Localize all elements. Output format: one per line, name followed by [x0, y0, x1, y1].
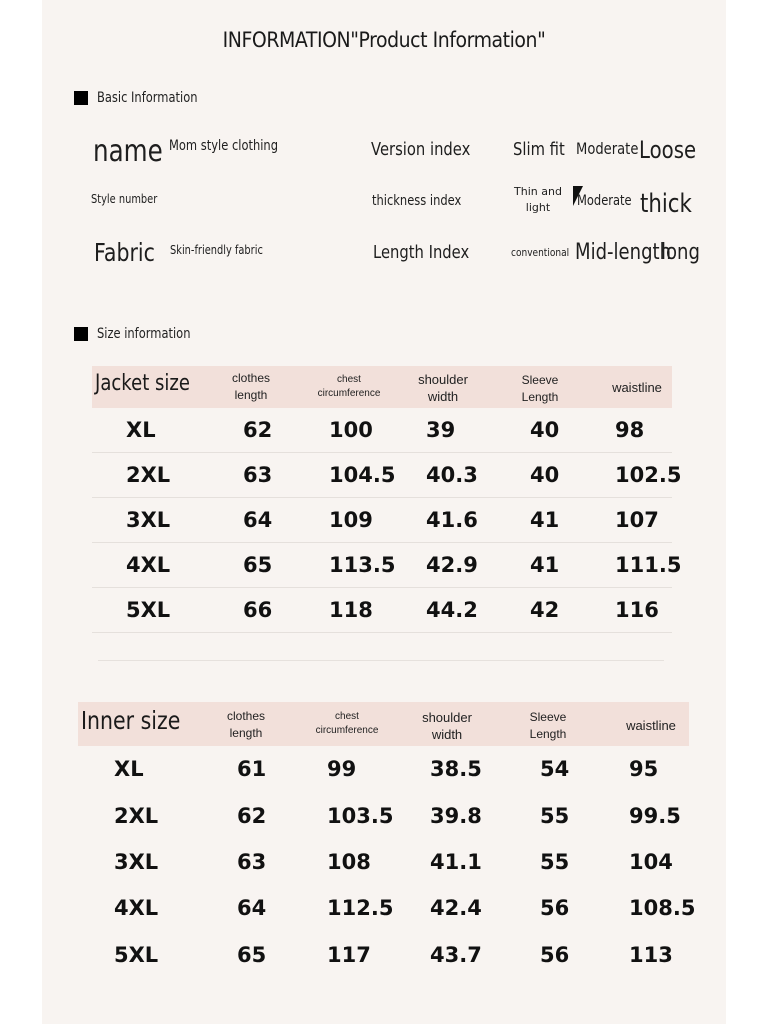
inner-cell-size: 3XL [114, 849, 159, 874]
inner-cell-sleeve: 56 [540, 896, 570, 921]
jacket-cell-sleeve: 40 [530, 418, 560, 442]
inner-size-table [78, 702, 696, 978]
jacket-cell-chest: 118 [329, 598, 373, 622]
inner-cell-shoulder: 42.4 [430, 896, 482, 921]
inner-cell-sleeve: 55 [540, 803, 570, 828]
jacket-cell-chest: 104.5 [329, 463, 396, 487]
length-long: long [661, 240, 700, 265]
inner-cell-waistline: 99.5 [629, 803, 681, 828]
jacket-cell-sleeve: 41 [530, 553, 560, 577]
thickness-thin-light: Thin and light [514, 185, 562, 214]
jacket-cell-waistline: 116 [615, 598, 659, 622]
inner-cell-clothes-length: 61 [237, 757, 267, 782]
length-index-label: Length Index [373, 242, 470, 263]
jacket-row [92, 408, 672, 453]
inner-cell-clothes-length: 63 [237, 849, 267, 874]
version-index-label: Version index [371, 139, 471, 160]
jacket-cell-waistline: 111.5 [615, 553, 682, 577]
jacket-cell-sleeve: 40 [530, 463, 560, 487]
jacket-cell-clothes-length: 66 [243, 598, 273, 622]
jacket-cell-chest: 109 [329, 508, 373, 532]
thickness-moderate: Moderate [577, 193, 632, 209]
inner-row [78, 792, 689, 838]
inner-cell-waistline: 104 [629, 849, 673, 874]
length-conventional: conventional [511, 246, 570, 259]
thickness-index-label: thickness index [372, 193, 462, 209]
col-chest-circumference: chest circumference [315, 711, 379, 736]
jacket-row [92, 543, 682, 588]
section-divider [98, 660, 664, 661]
jacket-table-body [92, 408, 682, 633]
jacket-cell-waistline: 107 [615, 508, 659, 532]
inner-cell-shoulder: 38.5 [430, 757, 482, 782]
col-waistline: waistline [626, 718, 676, 733]
jacket-table-header [92, 366, 672, 408]
inner-row [78, 885, 696, 931]
jacket-cell-chest: 113.5 [329, 553, 396, 577]
jacket-cell-size: 2XL [126, 463, 171, 487]
inner-cell-size: 4XL [114, 896, 159, 921]
fabric-label: Fabric [94, 238, 155, 267]
col-waistline: waistline [612, 380, 662, 395]
inner-row [78, 839, 689, 885]
inner-cell-waistline: 113 [629, 942, 673, 967]
basic-info-heading-text: Basic Information [97, 90, 198, 106]
inner-cell-size: XL [114, 757, 144, 782]
jacket-cell-shoulder: 40.3 [426, 463, 478, 487]
inner-cell-chest: 112.5 [327, 896, 394, 921]
inner-table-body [78, 746, 696, 978]
jacket-row [92, 453, 682, 498]
col-sleeve-length: Sleeve Length [521, 373, 559, 404]
inner-table-header [78, 702, 689, 746]
inner-cell-size: 2XL [114, 803, 159, 828]
col-sleeve-length: Sleeve Length [529, 710, 567, 741]
inner-cell-sleeve: 54 [540, 757, 570, 782]
size-info-heading-text: Size information [97, 326, 191, 342]
col-shoulder-width: shoulder width [422, 710, 472, 742]
jacket-cell-size: 5XL [126, 598, 171, 622]
jacket-cell-clothes-length: 65 [243, 553, 273, 577]
inner-cell-chest: 117 [327, 942, 371, 967]
square-bullet-icon [74, 327, 88, 341]
jacket-cell-shoulder: 44.2 [426, 598, 478, 622]
product-info-sheet [42, 0, 726, 1024]
page-title: INFORMATION"Product Information" [222, 28, 546, 52]
inner-cell-sleeve: 55 [540, 849, 570, 874]
inner-cell-shoulder: 41.1 [430, 849, 482, 874]
jacket-cell-size: 4XL [126, 553, 171, 577]
version-slim-fit: Slim fit [513, 139, 565, 160]
jacket-cell-size: 3XL [126, 508, 171, 532]
inner-row [78, 746, 689, 792]
square-bullet-icon [74, 91, 88, 105]
jacket-cell-size: XL [126, 418, 156, 442]
inner-size-label: Inner size [81, 706, 181, 735]
inner-cell-chest: 108 [327, 849, 371, 874]
jacket-cell-sleeve: 41 [530, 508, 560, 532]
inner-cell-chest: 99 [327, 757, 357, 782]
jacket-row [92, 498, 672, 543]
col-clothes-length: clothes length [231, 371, 271, 402]
inner-cell-clothes-length: 64 [237, 896, 267, 921]
inner-cell-chest: 103.5 [327, 803, 394, 828]
jacket-cell-clothes-length: 64 [243, 508, 273, 532]
jacket-size-table [92, 366, 682, 633]
jacket-row [92, 588, 672, 633]
inner-cell-waistline: 108.5 [629, 896, 696, 921]
version-loose: Loose [639, 136, 697, 164]
inner-cell-clothes-length: 65 [237, 942, 267, 967]
col-clothes-length: clothes length [226, 709, 266, 740]
inner-cell-shoulder: 43.7 [430, 942, 482, 967]
inner-cell-size: 5XL [114, 942, 159, 967]
basic-info-heading [74, 90, 220, 106]
jacket-cell-shoulder: 41.6 [426, 508, 478, 532]
col-chest-circumference: chest circumference [317, 374, 381, 399]
inner-cell-clothes-length: 62 [237, 803, 267, 828]
jacket-cell-chest: 100 [329, 418, 373, 442]
inner-cell-sleeve: 56 [540, 942, 570, 967]
jacket-cell-waistline: 98 [615, 418, 645, 442]
size-info-heading [74, 326, 211, 342]
jacket-cell-sleeve: 42 [530, 598, 560, 622]
inner-cell-waistline: 95 [629, 757, 659, 782]
inner-row [78, 932, 689, 978]
name-label: name [93, 134, 163, 169]
fabric-value: Skin-friendly fabric [170, 243, 263, 257]
thickness-thick: thick [640, 189, 692, 219]
jacket-cell-clothes-length: 62 [243, 418, 273, 442]
col-shoulder-width: shoulder width [418, 372, 468, 404]
version-moderate: Moderate [576, 139, 639, 158]
jacket-cell-clothes-length: 63 [243, 463, 273, 487]
jacket-cell-shoulder: 42.9 [426, 553, 478, 577]
style-number-label: Style number [91, 192, 158, 206]
jacket-cell-waistline: 102.5 [615, 463, 682, 487]
length-mid-length: Mid-length [575, 240, 672, 265]
name-value: Mom style clothing [169, 138, 278, 154]
jacket-cell-shoulder: 39 [426, 418, 456, 442]
inner-cell-shoulder: 39.8 [430, 803, 482, 828]
jacket-size-label: Jacket size [95, 371, 190, 396]
